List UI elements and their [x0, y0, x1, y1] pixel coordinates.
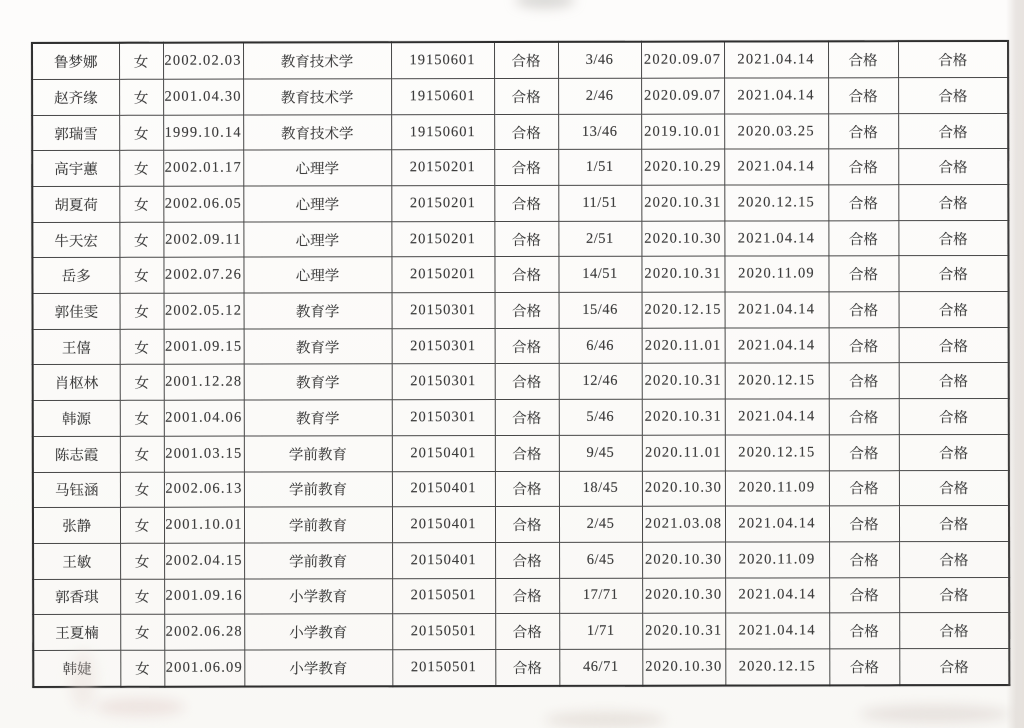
- cell-major: 教育技术学: [243, 79, 391, 115]
- cell-major: 教育技术学: [243, 42, 391, 79]
- cell-rank: 6/46: [559, 328, 642, 364]
- cell-qualification_2: 合格: [828, 185, 898, 221]
- cell-date_1: 2020.09.07: [641, 78, 724, 114]
- cell-qualification_1: 合格: [495, 507, 559, 543]
- cell-qualification_3: 合格: [899, 327, 1009, 363]
- cell-rank: 13/46: [558, 114, 641, 150]
- table-row: [33, 506, 1009, 544]
- cell-qualification_3: 合格: [898, 185, 1008, 221]
- cell-qualification_3: 合格: [899, 506, 1009, 542]
- cell-class_id: 20150301: [392, 400, 495, 436]
- table-row: [33, 577, 1009, 615]
- cell-gender: 女: [119, 151, 163, 187]
- cell-qualification_3: 合格: [899, 399, 1009, 435]
- cell-qualification_2: 合格: [828, 256, 898, 292]
- cell-date_1: 2019.10.01: [641, 114, 724, 150]
- cell-birth_date: 2002.02.03: [163, 43, 243, 80]
- cell-birth_date: 2002.06.13: [164, 472, 244, 508]
- cell-major: 小学教育: [244, 650, 392, 687]
- cell-birth_date: 2002.05.12: [164, 293, 244, 329]
- cell-gender: 女: [119, 258, 163, 294]
- cell-qualification_3: 合格: [898, 77, 1008, 113]
- cell-rank: 17/71: [559, 578, 642, 614]
- cell-birth_date: 2002.06.05: [163, 186, 243, 222]
- cell-date_2: 2021.04.14: [724, 149, 828, 185]
- cell-name: 王僖: [33, 329, 120, 365]
- cell-birth_date: 2002.01.17: [163, 150, 243, 186]
- cell-qualification_1: 合格: [495, 471, 559, 507]
- cell-gender: 女: [120, 507, 164, 543]
- table-row: [32, 113, 1008, 151]
- cell-date_1: 2020.10.30: [642, 649, 725, 686]
- cell-birth_date: 2002.07.26: [163, 257, 243, 293]
- cell-major: 心理学: [243, 186, 391, 222]
- cell-class_id: 20150501: [392, 650, 495, 687]
- cell-gender: 女: [120, 400, 164, 436]
- cell-class_id: 20150401: [392, 507, 495, 543]
- table-row: [33, 363, 1009, 401]
- cell-name: 王敏: [33, 543, 120, 579]
- cell-date_1: 2020.10.31: [642, 613, 725, 649]
- cell-date_1: 2020.12.15: [642, 292, 725, 328]
- table-row: [33, 292, 1009, 330]
- cell-major: 学前教育: [244, 507, 392, 543]
- cell-date_1: 2020.10.29: [641, 149, 724, 185]
- cell-name: 肖枢林: [33, 365, 120, 401]
- cell-class_id: 19150601: [391, 42, 494, 79]
- cell-qualification_1: 合格: [494, 150, 558, 186]
- cell-date_1: 2020.10.30: [642, 542, 725, 578]
- cell-major: 小学教育: [244, 578, 392, 614]
- cell-major: 心理学: [243, 221, 391, 257]
- cell-class_id: 20150201: [391, 257, 494, 293]
- cell-date_2: 2021.04.14: [725, 292, 829, 328]
- cell-date_2: 2020.12.15: [725, 363, 829, 399]
- cell-date_1: 2020.10.31: [642, 399, 725, 435]
- cell-date_2: 2020.12.15: [724, 185, 828, 221]
- table-body: [32, 41, 1009, 687]
- cell-name: 韩源: [33, 400, 120, 436]
- cell-rank: 3/46: [558, 42, 641, 79]
- cell-qualification_2: 合格: [829, 327, 899, 363]
- cell-rank: 9/45: [559, 435, 642, 471]
- table-row: [33, 434, 1009, 472]
- cell-gender: 女: [120, 543, 164, 579]
- cell-qualification_1: 合格: [494, 78, 558, 114]
- cell-qualification_3: 合格: [899, 577, 1009, 613]
- table-row: [32, 149, 1008, 187]
- cell-major: 教育学: [244, 293, 392, 329]
- cell-class_id: 20150201: [391, 186, 494, 222]
- cell-date_2: 2021.04.14: [724, 41, 828, 78]
- cell-date_2: 2021.04.14: [725, 399, 829, 435]
- cell-name: 韩婕: [33, 650, 120, 687]
- cell-qualification_1: 合格: [495, 614, 559, 650]
- cell-date_1: 2020.10.30: [642, 578, 725, 614]
- student-results-table: [31, 40, 1010, 688]
- cell-major: 教育学: [244, 364, 392, 400]
- scan-smudge-bottom-3: [860, 705, 1010, 723]
- cell-date_2: 2021.04.14: [724, 221, 828, 257]
- cell-date_2: 2021.04.14: [725, 577, 829, 613]
- cell-date_2: 2020.11.09: [725, 542, 829, 578]
- cell-qualification_2: 合格: [829, 613, 899, 649]
- cell-birth_date: 2001.04.06: [164, 400, 244, 436]
- cell-qualification_1: 合格: [495, 435, 559, 471]
- scan-smudge-top: [515, 0, 575, 8]
- cell-qualification_2: 合格: [828, 41, 898, 78]
- table-row: [33, 648, 1009, 687]
- cell-date_1: 2020.11.01: [642, 435, 725, 471]
- cell-name: 郭瑞雪: [32, 115, 119, 151]
- cell-name: 牛天宏: [32, 222, 119, 258]
- cell-rank: 11/51: [558, 185, 641, 221]
- cell-qualification_3: 合格: [898, 41, 1008, 78]
- cell-major: 心理学: [243, 257, 391, 293]
- cell-qualification_1: 合格: [495, 400, 559, 436]
- cell-gender: 女: [119, 222, 163, 258]
- table-row: [33, 470, 1009, 508]
- cell-date_2: 2021.04.14: [724, 78, 828, 114]
- cell-major: 学前教育: [244, 543, 392, 579]
- table-row: [32, 185, 1008, 223]
- cell-qualification_3: 合格: [899, 292, 1009, 328]
- cell-name: 马钰涵: [33, 472, 120, 508]
- cell-qualification_1: 合格: [494, 114, 558, 150]
- cell-qualification_3: 合格: [899, 470, 1009, 506]
- cell-major: 心理学: [243, 150, 391, 186]
- cell-birth_date: 1999.10.14: [163, 115, 243, 151]
- cell-birth_date: 2001.09.15: [164, 329, 244, 365]
- cell-date_2: 2020.11.09: [724, 256, 828, 292]
- cell-name: 胡夏荷: [32, 186, 119, 222]
- cell-qualification_1: 合格: [495, 578, 559, 614]
- cell-class_id: 19150601: [391, 114, 494, 150]
- cell-rank: 5/46: [559, 399, 642, 435]
- cell-qualification_3: 合格: [899, 648, 1009, 685]
- cell-qualification_2: 合格: [829, 363, 899, 399]
- cell-major: 教育学: [244, 329, 392, 365]
- cell-class_id: 20150201: [391, 221, 494, 257]
- cell-rank: 15/46: [559, 292, 642, 328]
- cell-qualification_3: 合格: [898, 220, 1008, 256]
- cell-qualification_1: 合格: [494, 42, 558, 79]
- cell-gender: 女: [119, 186, 163, 222]
- cell-qualification_3: 合格: [898, 256, 1008, 292]
- cell-qualification_2: 合格: [828, 113, 898, 149]
- cell-rank: 14/51: [558, 257, 641, 293]
- cell-birth_date: 2001.10.01: [164, 507, 244, 543]
- cell-birth_date: 2002.06.28: [164, 614, 244, 650]
- cell-class_id: 20150401: [392, 542, 495, 578]
- cell-name: 郭佳雯: [33, 293, 120, 329]
- cell-name: 王夏楠: [33, 615, 120, 651]
- cell-rank: 1/51: [558, 150, 641, 186]
- cell-rank: 6/45: [559, 542, 642, 578]
- table-row: [32, 41, 1008, 80]
- cell-rank: 18/45: [559, 471, 642, 507]
- cell-birth_date: 2002.04.15: [164, 543, 244, 579]
- cell-class_id: 20150301: [392, 364, 495, 400]
- cell-qualification_2: 合格: [829, 292, 899, 328]
- cell-qualification_2: 合格: [828, 220, 898, 256]
- cell-qualification_1: 合格: [495, 364, 559, 400]
- scan-smudge-bottom-1: [95, 698, 185, 716]
- table-row: [33, 613, 1009, 651]
- cell-class_id: 20150401: [392, 435, 495, 471]
- cell-date_1: 2020.10.30: [641, 221, 724, 257]
- table-wrap: [31, 40, 1008, 690]
- cell-qualification_1: 合格: [495, 649, 559, 686]
- cell-major: 教育学: [244, 400, 392, 436]
- cell-name: 赵齐缘: [32, 79, 119, 115]
- cell-date_1: 2020.09.07: [641, 42, 724, 79]
- cell-qualification_1: 合格: [494, 221, 558, 257]
- cell-class_id: 20150301: [392, 328, 495, 364]
- cell-date_1: 2020.11.01: [642, 328, 725, 364]
- cell-qualification_3: 合格: [898, 113, 1008, 149]
- cell-name: 鲁梦娜: [32, 43, 119, 80]
- cell-major: 学前教育: [244, 471, 392, 507]
- cell-qualification_2: 合格: [829, 542, 899, 578]
- cell-gender: 女: [119, 79, 163, 115]
- cell-gender: 女: [120, 365, 164, 401]
- cell-qualification_1: 合格: [494, 257, 558, 293]
- cell-qualification_2: 合格: [829, 577, 899, 613]
- table-row: [33, 399, 1009, 437]
- cell-gender: 女: [120, 436, 164, 472]
- cell-date_1: 2020.10.31: [641, 185, 724, 221]
- cell-qualification_2: 合格: [829, 649, 899, 686]
- cell-name: 郭香琪: [33, 579, 120, 615]
- cell-class_id: 20150501: [392, 578, 495, 614]
- cell-gender: 女: [120, 293, 164, 329]
- cell-class_id: 19150601: [391, 79, 494, 115]
- table-row: [32, 77, 1008, 115]
- cell-rank: 2/46: [558, 78, 641, 114]
- cell-major: 学前教育: [244, 436, 392, 472]
- cell-date_2: 2020.03.25: [724, 114, 828, 150]
- cell-gender: 女: [119, 43, 163, 80]
- cell-birth_date: 2001.03.15: [164, 436, 244, 472]
- cell-major: 小学教育: [244, 614, 392, 650]
- cell-qualification_3: 合格: [899, 541, 1009, 577]
- cell-qualification_3: 合格: [898, 149, 1008, 185]
- cell-qualification_1: 合格: [495, 293, 559, 329]
- cell-birth_date: 2001.09.16: [164, 579, 244, 615]
- cell-date_2: 2021.04.14: [725, 328, 829, 364]
- cell-birth_date: 2001.04.30: [163, 79, 243, 115]
- cell-rank: 46/71: [559, 649, 642, 686]
- scan-smudge-bottom-2: [545, 712, 665, 728]
- cell-rank: 2/45: [559, 506, 642, 542]
- cell-gender: 女: [120, 650, 164, 687]
- table-row: [32, 256, 1008, 294]
- cell-qualification_3: 合格: [899, 363, 1009, 399]
- cell-gender: 女: [120, 472, 164, 508]
- cell-qualification_2: 合格: [829, 506, 899, 542]
- cell-class_id: 20150401: [392, 471, 495, 507]
- cell-class_id: 20150301: [392, 293, 495, 329]
- cell-date_1: 2020.10.31: [642, 364, 725, 400]
- cell-rank: 12/46: [559, 364, 642, 400]
- cell-class_id: 20150201: [391, 150, 494, 186]
- cell-name: 张静: [33, 508, 120, 544]
- cell-date_2: 2021.04.14: [725, 506, 829, 542]
- cell-birth_date: 2001.12.28: [164, 365, 244, 401]
- cell-qualification_1: 合格: [495, 542, 559, 578]
- cell-name: 陈志霞: [33, 436, 120, 472]
- cell-birth_date: 2001.06.09: [164, 650, 244, 687]
- cell-rank: 2/51: [558, 221, 641, 257]
- cell-name: 高宇蕙: [32, 151, 119, 187]
- cell-rank: 1/71: [559, 614, 642, 650]
- cell-qualification_2: 合格: [829, 435, 899, 471]
- table-row: [32, 220, 1008, 258]
- cell-birth_date: 2002.09.11: [163, 222, 243, 258]
- cell-gender: 女: [119, 115, 163, 151]
- cell-date_1: 2021.03.08: [642, 506, 725, 542]
- cell-class_id: 20150501: [392, 614, 495, 650]
- cell-qualification_2: 合格: [828, 78, 898, 114]
- cell-gender: 女: [120, 579, 164, 615]
- cell-date_1: 2020.10.31: [641, 256, 724, 292]
- cell-date_1: 2020.10.30: [642, 471, 725, 507]
- cell-qualification_1: 合格: [494, 185, 558, 221]
- cell-gender: 女: [120, 615, 164, 651]
- cell-date_2: 2020.11.09: [725, 470, 829, 506]
- cell-date_2: 2021.04.14: [725, 613, 829, 649]
- cell-qualification_3: 合格: [899, 434, 1009, 470]
- cell-name: 岳多: [32, 258, 119, 294]
- cell-qualification_2: 合格: [829, 399, 899, 435]
- table-row: [33, 541, 1009, 579]
- table-row: [33, 327, 1009, 365]
- cell-qualification_3: 合格: [899, 613, 1009, 649]
- cell-qualification_2: 合格: [829, 470, 899, 506]
- cell-date_2: 2020.12.15: [725, 435, 829, 471]
- cell-major: 教育技术学: [243, 114, 391, 150]
- cell-gender: 女: [120, 329, 164, 365]
- cell-date_2: 2020.12.15: [725, 649, 829, 686]
- cell-qualification_1: 合格: [495, 328, 559, 364]
- cell-qualification_2: 合格: [828, 149, 898, 185]
